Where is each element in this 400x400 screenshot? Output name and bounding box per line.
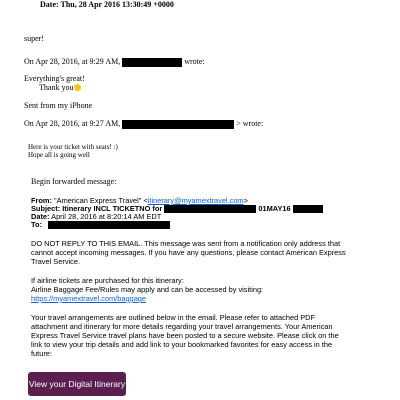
baggage-line: Airline Baggage Fee/Rules may apply and can be accessed by visiting:: [31, 285, 264, 294]
quote2-line2: Hope all is going well: [28, 151, 90, 159]
forwarded-intro: Begin forwarded message:: [31, 177, 117, 186]
redacted-ticket: [293, 205, 323, 213]
date-label: Date:: [31, 212, 50, 221]
redacted-name: [122, 58, 182, 67]
quote2-attribution: [24, 119, 263, 129]
quote2-attribution-suffix: > wrote:: [236, 119, 264, 128]
quote1-attribution-prefix: On Apr 28, 2016, at 9:29 AM,: [24, 57, 121, 66]
quote1-attribution-suffix: wrote:: [184, 57, 205, 66]
header-date-line: Date: Thu, 28 Apr 2016 13:30:49 +0000: [40, 0, 174, 9]
arrangement-line: Your travel arrangements are outlined below in the email. Please refer to attached PDF: [31, 313, 316, 322]
quote1-line2: [39, 83, 81, 92]
view-digital-itinerary-button[interactable]: View your Digital Itinerary: [28, 372, 126, 396]
quote1-attribution: [24, 57, 205, 67]
notice-line: Travel Service.: [31, 257, 81, 266]
arrangement-line: Express Travel Service travel plans have been posted to a secure website. Please click on the: [31, 331, 339, 340]
subject-label: Subject:: [31, 204, 61, 213]
redacted-name: [164, 205, 256, 213]
reply-text: super!: [24, 34, 44, 43]
notice-line: cannot accept incoming messages. If you have any questions, please contact American Express: [31, 248, 346, 257]
subject-suffix: 01MAY16: [258, 204, 291, 213]
from-email-link[interactable]: itinerary@myamextravel.com: [147, 196, 244, 205]
baggage-link[interactable]: https://myamextravel.com/baggage: [31, 294, 147, 303]
subject-text: Itinerary INCL TICKETNO for: [62, 204, 163, 213]
arrangement-line: link to view your trip details and add link to your bookmarked favorites for easy access in the: [31, 340, 333, 349]
redacted-name: [122, 120, 234, 129]
from-label: From:: [31, 196, 52, 205]
date-text: April 28, 2016 at 8:20:14 AM EDT: [51, 212, 162, 221]
quote2-line1: Here is your ticket with seats! :): [28, 143, 118, 151]
redacted-email: [48, 221, 170, 229]
arrangement-line: future:: [31, 349, 52, 358]
quote2-attribution-prefix: On Apr 28, 2016, at 9:27 AM,: [24, 119, 121, 128]
signature-text: Sent from my iPhone: [24, 101, 93, 110]
forwarded-to: [31, 221, 170, 230]
quote1-line2-text: Thank you: [39, 83, 74, 92]
baggage-line: If airline tickets are purchased for this itinerary:: [31, 276, 184, 285]
from-close: >: [243, 196, 248, 205]
notice-line: DO NOT REPLY TO THIS EMAIL. This message was sent from a notification only address that: [31, 239, 341, 248]
to-label: To:: [31, 220, 42, 229]
smiley-emoji-icon: [74, 84, 81, 91]
arrangement-line: attachment and itinerary for more details regarding your travel arrangements. Your American: [31, 322, 333, 331]
quote1-line1: Everything's great!: [24, 74, 85, 83]
from-name: "American Express Travel" <: [54, 196, 148, 205]
